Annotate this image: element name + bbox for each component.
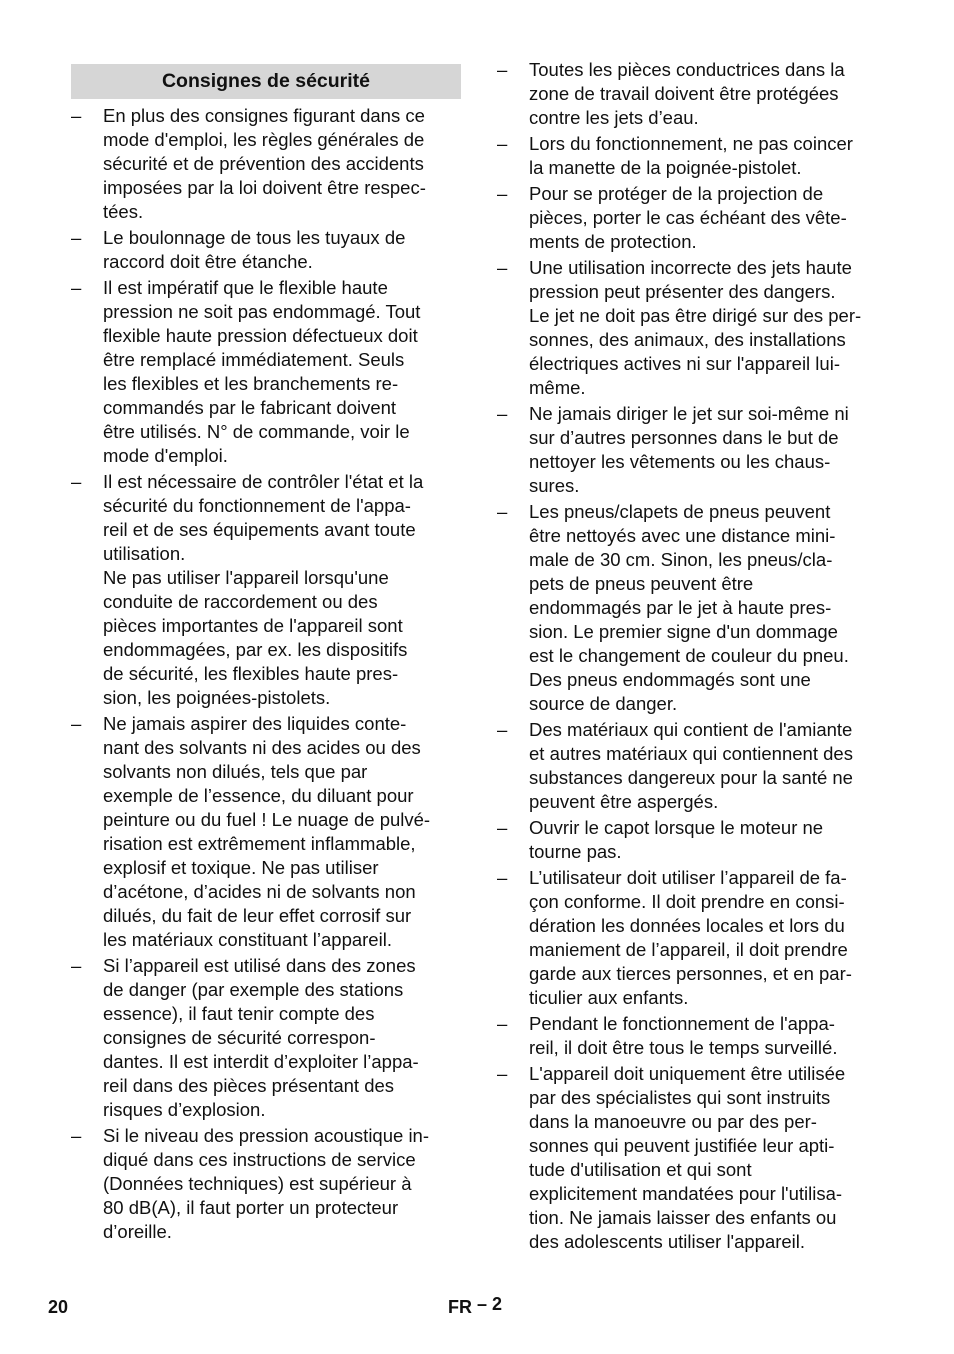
- list-item-body: [529, 182, 889, 254]
- list-item-body: [103, 712, 461, 952]
- list-item: [497, 1062, 889, 1254]
- list-item-text: Pendant le fonctionnement de l'appa- reil, il doit être tous le temps surveillé.: [529, 1013, 838, 1058]
- bullet-dash: –: [497, 719, 508, 740]
- list-item-text: Une utilisation incorrecte des jets haute pression peut présenter des dangers. Le jet ne doit pas être dirigé sur des per- sonnes, des animaux, des installations électriques actives ni sur l'appareil lui- même.: [529, 257, 862, 398]
- bullet-dash: –: [71, 105, 82, 126]
- bullet-dash: –: [71, 1125, 82, 1146]
- list-item-body: [529, 256, 889, 400]
- list-item: [497, 132, 889, 180]
- list-item-body: [103, 226, 461, 274]
- list-item-text: Des matériaux qui contient de l'amiante et autres matériaux qui contiennent des substances dangereux pour la santé ne peuvent être aspergés.: [529, 719, 853, 812]
- list-item-body: [103, 470, 461, 710]
- footer-lang-code: FR: [448, 1297, 472, 1317]
- list-item: [497, 816, 889, 864]
- bullet-dash: –: [497, 257, 508, 278]
- list-item: [71, 712, 461, 952]
- list-item-body: [103, 954, 461, 1122]
- list-item-text: L'appareil doit uniquement être utilisée par des spécialistes qui sont instruits dans la manoeuvre ou par des per- sonnes qui peuvent justifiée leur apti- tude d'utilisation et qui sont explicitement mandatées pour l'utilisa- tion. Ne jamais laisser des enfants ou des adolescents utiliser l'appareil.: [529, 1063, 846, 1252]
- list-item-body: [529, 58, 889, 130]
- page-number: 20: [48, 1297, 69, 1317]
- section-title: Consignes de sécurité: [71, 64, 461, 99]
- list-item-text: Ne pas utiliser l'appareil lorsqu'une conduite de raccordement ou des pièces importantes de l'appareil sont endommagées, par ex. les dispositifs de sécurité, les flexibles haute pres- sion, les poignées-pistolets.: [103, 567, 408, 708]
- list-item-text: Si l’appareil est utilisé dans des zones de danger (par exemple des stations essence), il faut tenir compte des consignes de sécurité correspon- dantes. Il est interdit d’exploiter l’appa- reil dans des pièces présentant des risques d’explosion.: [103, 955, 419, 1120]
- list-item-body: [103, 1124, 461, 1244]
- right-safety-list: [497, 58, 889, 1254]
- list-item-text: Ne jamais diriger le jet sur soi-même ni sur d’autres personnes dans le but de nettoyer les vêtements ou les chaus- sures.: [529, 403, 849, 496]
- bullet-dash: –: [497, 59, 508, 80]
- list-item-text: Il est nécessaire de contrôler l'état et la sécurité du fonctionnement de l'appa- reil et de ses équipements avant toute utilisation.: [103, 471, 424, 564]
- list-item-body: [529, 816, 889, 864]
- list-item-text: L’utilisateur doit utiliser l’appareil de fa- çon conforme. Il doit prendre en consi- dération les données locales et lors du maniement de l’appareil, il doit prendre garde aux tierces personnes, et en par- ticulier aux enfants.: [529, 867, 852, 1008]
- list-item-text: Ne jamais aspirer des liquides conte- nant des solvants ni des acides ou des solvants non dilués, tels que par exemple de l’essence, du diluant pour peinture ou du fuel ! Le nuage de pulvé- risation est extrêmement inflammable, explosif et toxique. Ne pas utiliser d’acétone, d’acides ni de solvants non dilués, du fait de leur effet corrosif sur les matériaux constituant l’appareil.: [103, 713, 431, 950]
- list-item-text: Ouvrir le capot lorsque le moteur ne tourne pas.: [529, 817, 824, 862]
- list-item-text: Pour se protéger de la projection de pièces, porter le cas échéant des vête- ments de protection.: [529, 183, 847, 252]
- footer-sub-number: – 2: [477, 1294, 503, 1314]
- list-item-body: [529, 500, 889, 716]
- list-item: [71, 104, 461, 224]
- list-item: [497, 402, 889, 498]
- list-item-text: Les pneus/clapets de pneus peuvent être nettoyés avec une distance mini- male de 30 cm. Sinon, les pneus/cla- pets de pneus peuvent être endommagés par le jet à haute pres- sion. Le premier signe d'un dommage est le changement de couleur du pneu. Des pneus endommagés sont une source de danger.: [529, 501, 849, 714]
- list-item-body: [529, 718, 889, 814]
- list-item-text: Le boulonnage de tous les tuyaux de raccord doit être étanche.: [103, 227, 406, 272]
- bullet-dash: –: [497, 183, 508, 204]
- list-item-body: [529, 1012, 889, 1060]
- bullet-dash: –: [497, 403, 508, 424]
- list-item-text: Il est impératif que le flexible haute pression ne soit pas endommagé. Tout flexible haute pression défectueux doit être remplacé immédiatement. Seuls les flexibles et les branchements re- commandés par le fabricant doivent être utilisés. N° de commande, voir le mode d'emploi.: [103, 277, 421, 466]
- bullet-dash: –: [71, 227, 82, 248]
- list-item-text: Si le niveau des pression acoustique in- diqué dans ces instructions de service (Données techniques) est supérieur à 80 dB(A), il faut porter un protecteur d’oreille.: [103, 1125, 429, 1242]
- right-column: [497, 58, 889, 1256]
- bullet-dash: –: [497, 1063, 508, 1084]
- bullet-dash: –: [497, 817, 508, 838]
- list-item: [497, 58, 889, 130]
- list-item: [497, 866, 889, 1010]
- bullet-dash: –: [497, 1013, 508, 1034]
- list-item-body: [103, 276, 461, 468]
- list-item: [497, 182, 889, 254]
- footer-language-label: [448, 1294, 503, 1318]
- list-item-body: [529, 866, 889, 1010]
- list-item-text: Toutes les pièces conductrices dans la zone de travail doivent être protégées contre les jets d’eau.: [529, 59, 845, 128]
- list-item-body: [103, 104, 461, 224]
- list-item: [497, 1012, 889, 1060]
- list-item: [497, 500, 889, 716]
- list-item: [497, 256, 889, 400]
- list-item-text: En plus des consignes figurant dans ce mode d'emploi, les règles générales de sécurité et de prévention des accidents imposées par la loi doivent être respec- tées.: [103, 105, 426, 222]
- list-item: [71, 226, 461, 274]
- bullet-dash: –: [497, 867, 508, 888]
- list-item: [71, 470, 461, 710]
- list-item: [71, 954, 461, 1122]
- bullet-dash: –: [71, 277, 82, 298]
- list-item-text: Lors du fonctionnement, ne pas coincer la manette de la poignée-pistolet.: [529, 133, 853, 178]
- list-item: [497, 718, 889, 814]
- left-column: [71, 58, 461, 1246]
- list-item-body: [529, 402, 889, 498]
- left-safety-list: [71, 104, 461, 1244]
- bullet-dash: –: [71, 955, 82, 976]
- bullet-dash: –: [497, 133, 508, 154]
- bullet-dash: –: [71, 471, 82, 492]
- list-item-body: [529, 132, 889, 180]
- list-item-body: [529, 1062, 889, 1254]
- list-item: [71, 276, 461, 468]
- bullet-dash: –: [71, 713, 82, 734]
- bullet-dash: –: [497, 501, 508, 522]
- list-item: [71, 1124, 461, 1244]
